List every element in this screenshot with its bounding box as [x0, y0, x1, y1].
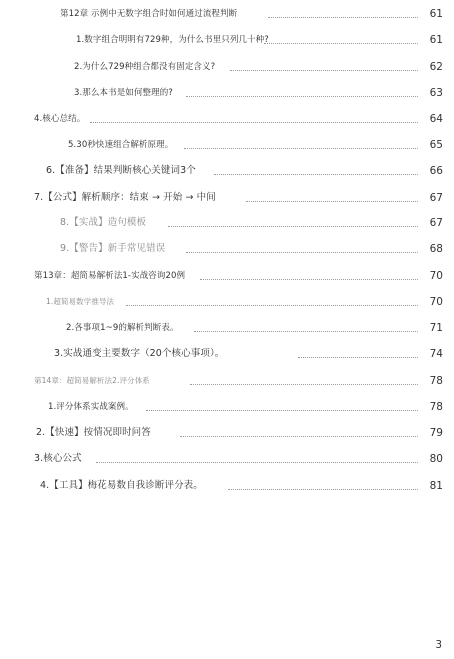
toc-entry-title: 第13章：超简易解析法1-实战咨询20例 [34, 271, 186, 281]
page-number: 3 [435, 639, 442, 651]
leader-dots [90, 122, 418, 123]
toc-entry-title: 7.【公式】解析顺序：结束 → 开始 → 中间 [34, 192, 216, 203]
leader-dots [168, 226, 418, 227]
leader-dots [268, 17, 418, 18]
toc-entry-title: 2.各事项1~9的解析判断表。 [66, 323, 179, 333]
leader-dots [126, 305, 418, 306]
leader-dots [186, 96, 418, 97]
leader-dots [230, 70, 418, 71]
toc-entry-title: 第12章 示例中无数字组合时如何通过流程判断 [60, 9, 238, 19]
toc-entry[interactable] [0, 399, 454, 415]
toc-entry-page: 71 [429, 322, 443, 334]
toc-entry[interactable] [0, 320, 454, 336]
toc-entry[interactable] [0, 215, 454, 231]
toc-entry[interactable] [0, 241, 454, 257]
toc-entry-page: 78 [429, 401, 443, 413]
toc-entry[interactable] [0, 268, 454, 284]
toc-entry-page: 61 [429, 8, 443, 20]
leader-dots [264, 43, 418, 44]
leader-dots [246, 201, 418, 202]
toc-entry-page: 67 [429, 217, 443, 229]
toc-entry[interactable] [0, 294, 454, 310]
toc-entry-page: 79 [429, 427, 443, 439]
leader-dots [186, 252, 418, 253]
toc-entry-title: 3.那么本书是如何整理的? [74, 88, 173, 98]
toc-entry-title: 1.评分体系实战案例。 [48, 402, 134, 412]
toc-entry[interactable] [0, 111, 454, 127]
toc-entry-title: 3.实战通变主要数字（20个核心事项）。 [54, 348, 225, 359]
toc-entry-title: 2.【快速】按情况即时问答 [36, 427, 151, 438]
toc-entry[interactable] [0, 32, 454, 48]
toc-entry-title: 1.数字组合明明有729种，为什么书里只列几十种? [76, 35, 269, 45]
toc-entry-page: 68 [429, 243, 443, 255]
toc-entry-page: 62 [429, 61, 443, 73]
toc-entry-page: 78 [429, 375, 443, 387]
toc-entry-page: 67 [429, 192, 443, 204]
toc-entry-page: 70 [429, 296, 443, 308]
toc-entry[interactable] [0, 373, 454, 389]
toc-entry[interactable] [0, 6, 454, 22]
toc-entry[interactable] [0, 190, 454, 206]
leader-dots [184, 148, 418, 149]
leader-dots [228, 489, 418, 490]
toc-entry-title: 9.【警告】新手常见错误 [60, 243, 166, 254]
leader-dots [180, 436, 418, 437]
toc-entry-page: 74 [429, 348, 443, 360]
leader-dots [214, 174, 418, 175]
leader-dots [96, 462, 418, 463]
toc-entry-page: 61 [429, 34, 443, 46]
toc-entry-title: 5.30秒快速组合解析原理。 [68, 140, 174, 150]
toc-entry-title: 4.核心总结。 [34, 114, 86, 124]
toc-entry-page: 81 [429, 480, 443, 492]
toc-entry[interactable] [0, 163, 454, 179]
toc-entry[interactable] [0, 137, 454, 153]
toc-entry[interactable] [0, 425, 454, 441]
leader-dots [146, 410, 418, 411]
toc-entry[interactable] [0, 59, 454, 75]
toc-entry-page: 65 [429, 139, 443, 151]
toc-entry-page: 70 [429, 270, 443, 282]
leader-dots [200, 279, 418, 280]
toc-entry[interactable] [0, 451, 454, 467]
toc-entry-title: 4.【工具】梅花易数自我诊断评分表。 [40, 480, 203, 491]
toc-entry-title: 3.核心公式 [34, 453, 82, 464]
toc-entry[interactable] [0, 478, 454, 494]
toc-entry-page: 80 [429, 453, 443, 465]
leader-dots [190, 384, 418, 385]
toc-entry-page: 66 [429, 165, 443, 177]
leader-dots [298, 357, 418, 358]
leader-dots [194, 331, 418, 332]
toc-entry-title: 8.【实战】造句模板 [60, 217, 147, 228]
toc-entry[interactable] [0, 85, 454, 101]
toc-entry-title: 2.为什么729种组合都没有固定含义? [74, 62, 216, 72]
toc-entry-page: 63 [429, 87, 443, 99]
toc-entry-title: 1.超简易数学推导法 [46, 297, 115, 306]
toc-entry-page: 64 [429, 113, 443, 125]
toc-entry-title: 第14章：超简易解析法2.评分体系 [34, 376, 150, 385]
toc-entry[interactable] [0, 346, 454, 362]
toc-entry-title: 6.【准备】结果判断核心关键词3个 [46, 165, 196, 176]
